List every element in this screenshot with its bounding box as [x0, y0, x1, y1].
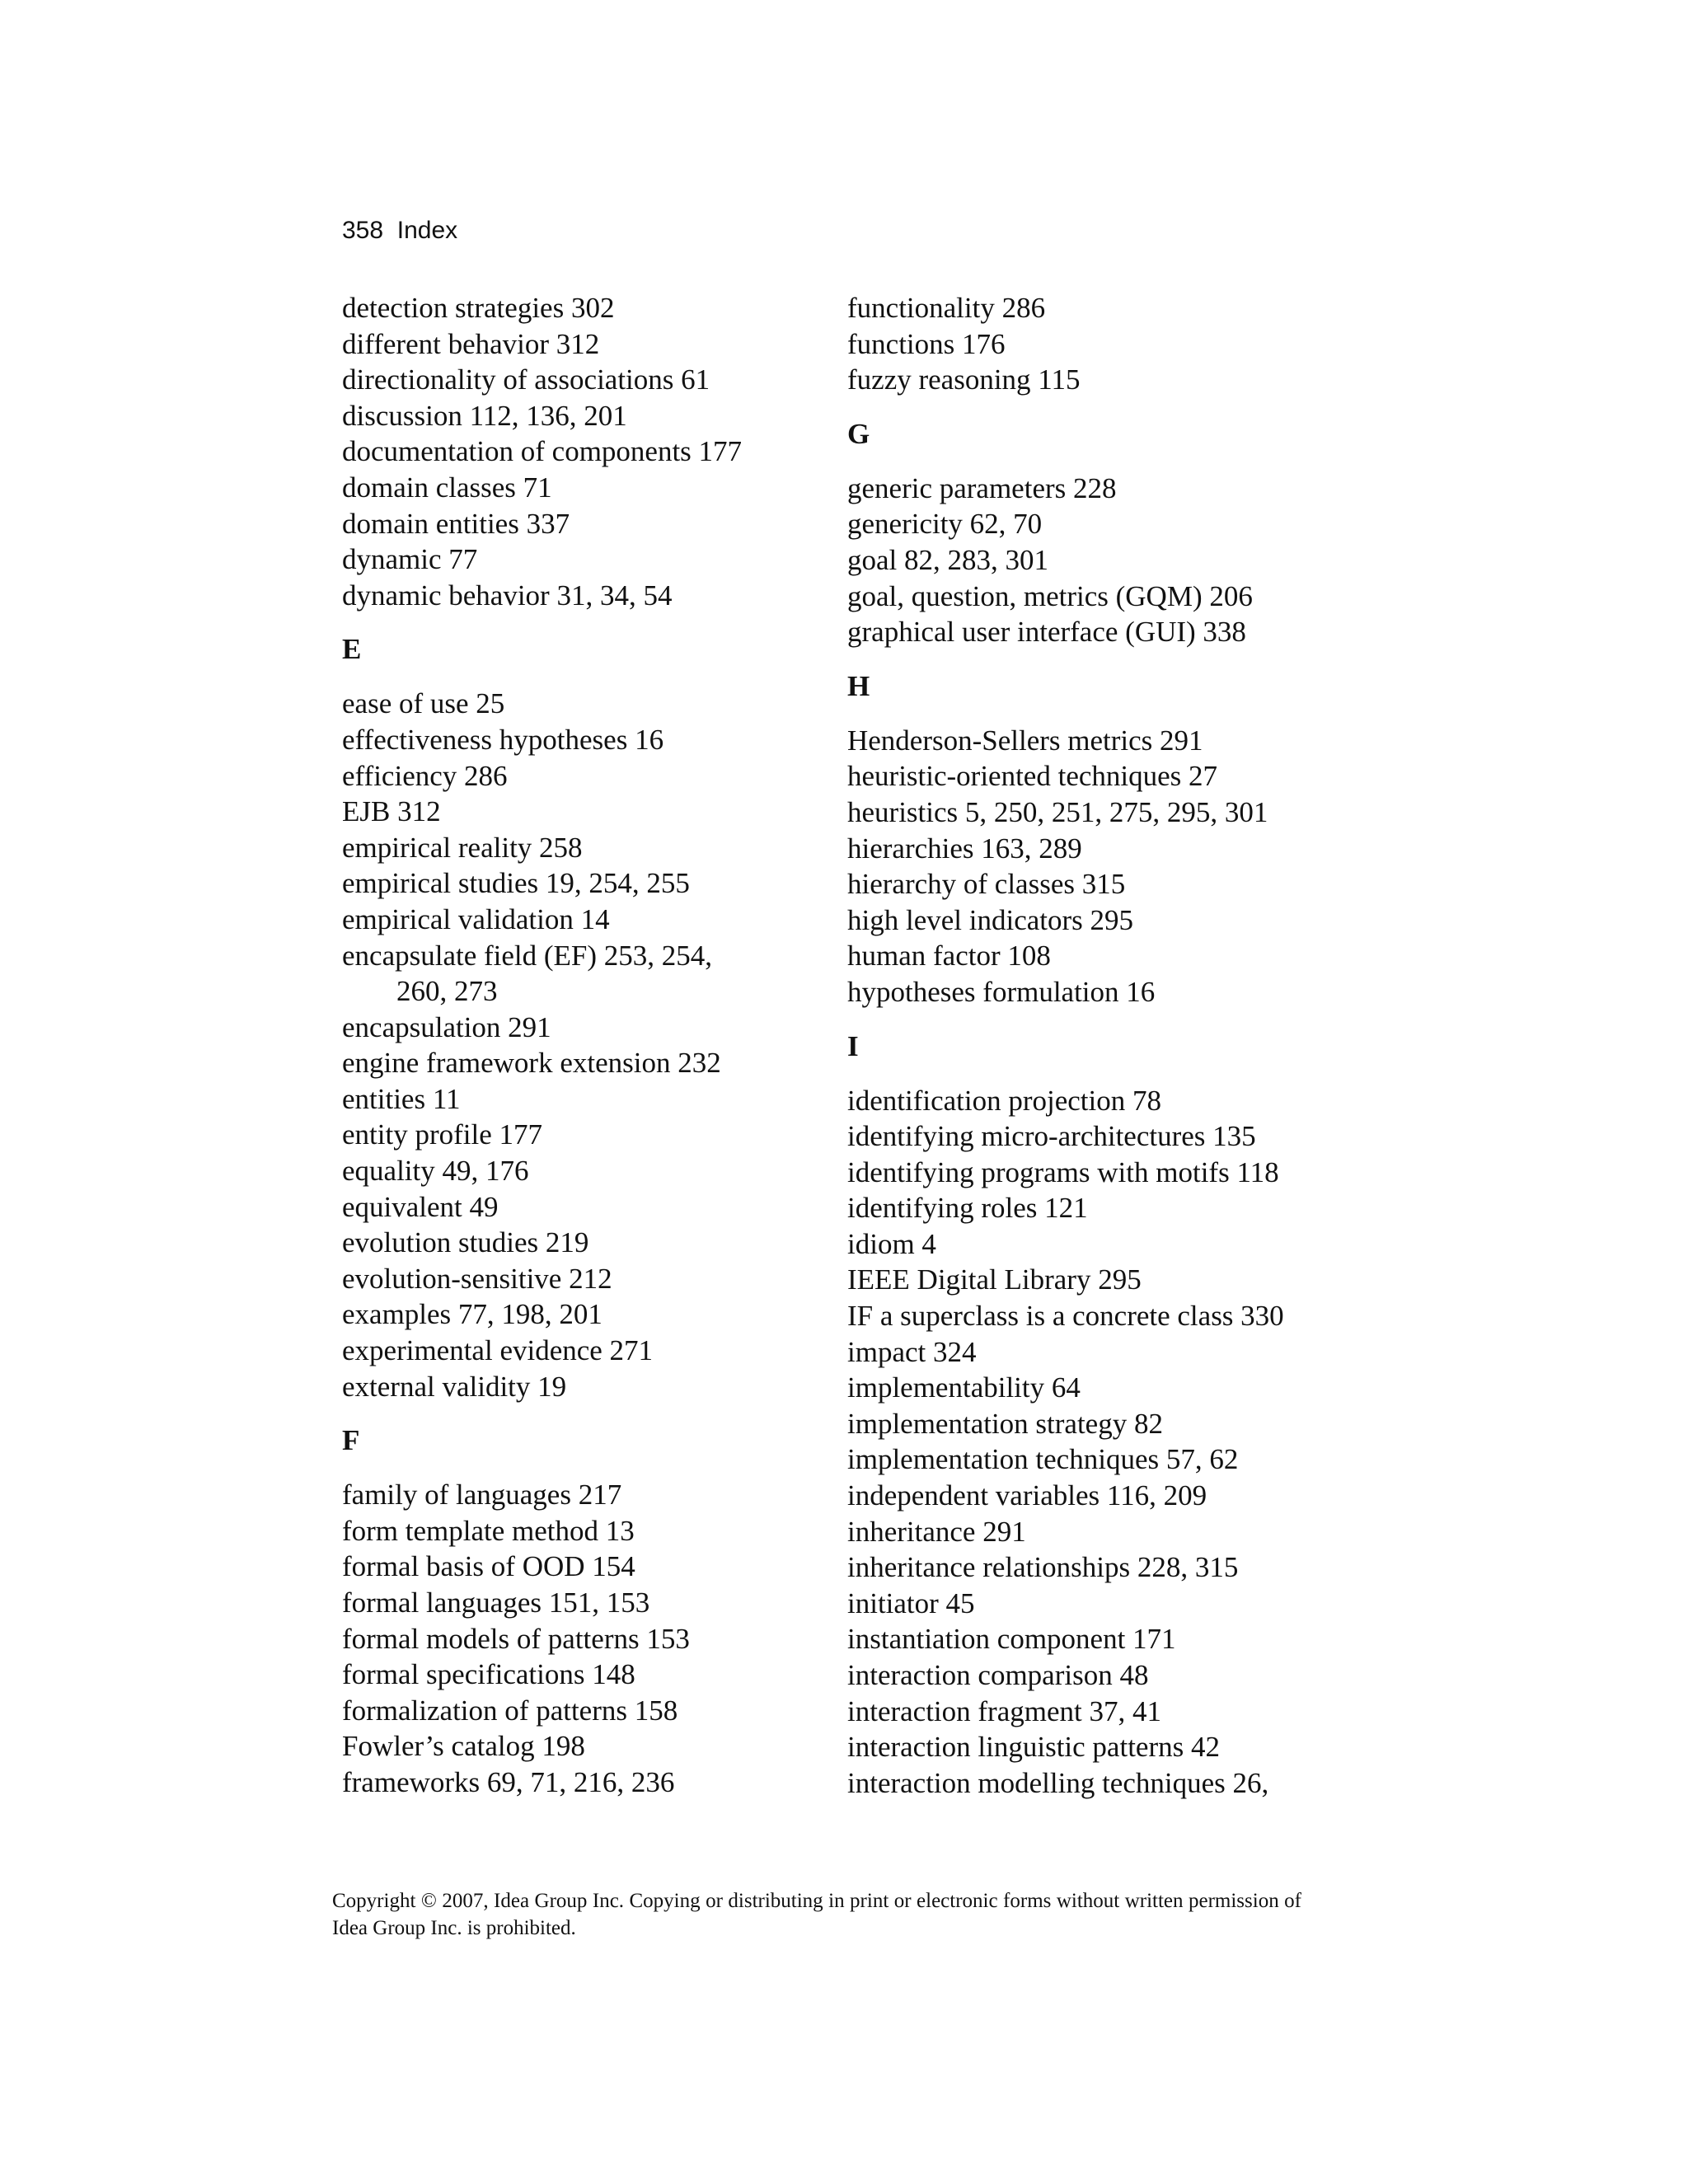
- index-entry: evolution studies 219: [342, 1226, 589, 1259]
- index-entry: IEEE Digital Library 295: [847, 1263, 1142, 1296]
- index-entry: goal 82, 283, 301: [847, 543, 1049, 576]
- index-entry: efficiency 286: [342, 759, 508, 792]
- index-entry: entities 11: [342, 1082, 461, 1115]
- index-entry: different behavior 312: [342, 327, 600, 360]
- page-number: 358: [342, 217, 384, 244]
- section-title: Index: [396, 217, 458, 244]
- index-entry: evolution-sensitive 212: [342, 1262, 612, 1295]
- index-entry: Henderson-Sellers metrics 291: [847, 724, 1203, 757]
- index-entry: identifying programs with motifs 118: [847, 1155, 1279, 1188]
- index-entry: examples 77, 198, 201: [342, 1298, 603, 1331]
- index-entry: EJB 312: [342, 795, 441, 828]
- index-entry: entity profile 177: [342, 1118, 543, 1151]
- index-entry: functionality 286: [847, 292, 1046, 324]
- running-head: [342, 216, 457, 246]
- index-entry: interaction modelling techniques 26,: [847, 1766, 1269, 1799]
- index-entry: interaction linguistic patterns 42: [847, 1731, 1220, 1764]
- index-entry: implementation techniques 57, 62: [847, 1443, 1239, 1476]
- index-entry: encapsulation 291: [342, 1010, 551, 1043]
- index-entry: detection strategies 302: [342, 292, 615, 324]
- index-entry: form template method 13: [342, 1514, 635, 1547]
- section-letter: F: [342, 1424, 360, 1457]
- index-entry: identifying roles 121: [847, 1192, 1088, 1225]
- index-entry: frameworks 69, 71, 216, 236: [342, 1765, 675, 1798]
- index-entry: external validity 19: [342, 1370, 567, 1403]
- index-entry: implementation strategy 82: [847, 1407, 1163, 1440]
- index-entry: domain classes 71: [342, 471, 552, 504]
- index-entry: ease of use 25: [342, 687, 505, 720]
- index-entry: formal models of patterns 153: [342, 1622, 690, 1655]
- index-entry: inheritance relationships 228, 315: [847, 1551, 1239, 1584]
- index-entry: idiom 4: [847, 1227, 936, 1260]
- index-entry: interaction fragment 37, 41: [847, 1694, 1161, 1727]
- index-entry: formalization of patterns 158: [342, 1694, 678, 1727]
- index-entry: hierarchy of classes 315: [847, 868, 1126, 901]
- index-entry: independent variables 116, 209: [847, 1479, 1207, 1512]
- index-entry: formal languages 151, 153: [342, 1586, 650, 1619]
- index-entry: hypotheses formulation 16: [847, 975, 1156, 1008]
- index-entry: impact 324: [847, 1335, 977, 1368]
- index-entry: experimental evidence 271: [342, 1334, 654, 1367]
- index-entry: graphical user interface (GUI) 338: [847, 616, 1246, 649]
- index-entry: effectiveness hypotheses 16: [342, 723, 664, 756]
- index-entry: interaction comparison 48: [847, 1659, 1149, 1691]
- index-entry: generic parameters 228: [847, 471, 1117, 504]
- index-entry: genericity 62, 70: [847, 508, 1043, 541]
- index-entry: formal specifications 148: [342, 1658, 635, 1691]
- index-entry: goal, question, metrics (GQM) 206: [847, 579, 1253, 612]
- index-entry: engine framework extension 232: [342, 1047, 721, 1080]
- index-column-left: [342, 290, 870, 1801]
- index-entry: domain entities 337: [342, 507, 570, 540]
- index-entry: implementability 64: [847, 1371, 1081, 1404]
- index-entry: dynamic behavior 31, 34, 54: [342, 579, 673, 612]
- index-entry: human factor 108: [847, 940, 1051, 972]
- index-entry: heuristics 5, 250, 251, 275, 295, 301: [847, 795, 1268, 828]
- index-entry: equivalent 49: [342, 1190, 499, 1223]
- copyright-notice: Copyright © 2007, Idea Group Inc. Copying or distributing in print or electronic forms without written permission of Idea Group Inc. is prohibited.: [332, 1890, 1301, 1939]
- index-entry: documentation of components 177: [342, 435, 743, 468]
- index-entry: instantiation component 171: [847, 1623, 1176, 1656]
- index-entry: hierarchies 163, 289: [847, 832, 1082, 865]
- index-entry: dynamic 77: [342, 543, 478, 576]
- index-entry: high level indicators 295: [847, 903, 1134, 936]
- section-letter: E: [342, 633, 362, 666]
- section-letter: G: [847, 417, 870, 450]
- index-entry: inheritance 291: [847, 1515, 1026, 1548]
- index-entry: empirical reality 258: [342, 831, 583, 864]
- index-entry: discussion 112, 136, 201: [342, 399, 627, 432]
- index-entry: family of languages 217: [342, 1479, 622, 1511]
- index-entry-continuation: 260, 273: [396, 975, 498, 1008]
- index-entry: identifying micro-architectures 135: [847, 1120, 1256, 1153]
- index-entry: encapsulate field (EF) 253, 254,: [342, 939, 713, 972]
- index-entry: empirical validation 14: [342, 902, 610, 935]
- index-entry: heuristic-oriented techniques 27: [847, 760, 1218, 793]
- section-letter: I: [847, 1029, 859, 1062]
- index-entry: IF a superclass is a concrete class 330: [847, 1300, 1284, 1333]
- index-entry: empirical studies 19, 254, 255: [342, 867, 690, 900]
- index-entry: identification projection 78: [847, 1084, 1162, 1117]
- index-entry: initiator 45: [847, 1586, 975, 1619]
- index-entry: directionality of associations 61: [342, 363, 710, 396]
- index-column-right: [847, 290, 1358, 1801]
- index-entry: Fowler’s catalog 198: [342, 1730, 585, 1763]
- index-entry: formal basis of OOD 154: [342, 1550, 635, 1583]
- index-entry: equality 49, 176: [342, 1155, 529, 1188]
- section-letter: H: [847, 669, 870, 702]
- index-entry: functions 176: [847, 327, 1006, 360]
- index-entry: fuzzy reasoning 115: [847, 363, 1081, 396]
